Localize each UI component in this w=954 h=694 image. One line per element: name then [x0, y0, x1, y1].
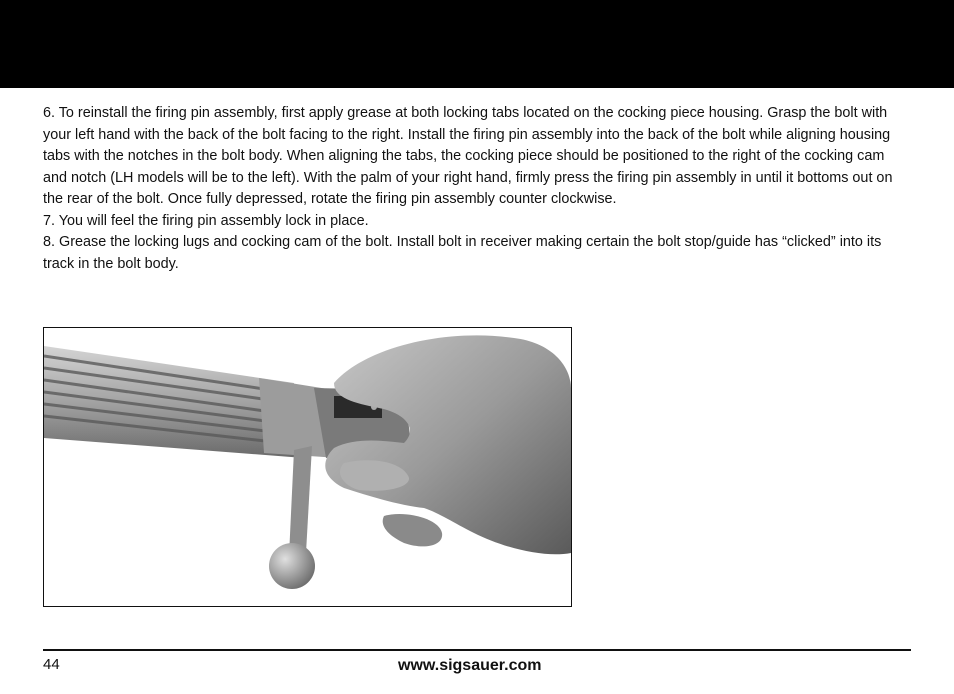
step-8-text: 8. Grease the locking lugs and cocking cam of the bolt. Install bolt in receiver making certain the bolt stop/guide has “clicked” into its track in the bolt body.	[43, 234, 882, 272]
page-number: 44	[43, 656, 60, 673]
step-6-text: 6. To reinstall the firing pin assembly, first apply grease at both locking tabs located on the cocking piece housing. Grasp the bolt with your left hand with the back of the bolt facing to the right. Install the firing pin assembly into the back of the bolt while aligning housing tabs with the notches in the bolt body. When aligning the tabs, the cocking piece should be positioned to the right of the cocking cam and notch (LH models will be to the left). With the palm of your right hand, firmly press the firing pin assembly in until it bottoms out on the rear of the bolt. Once fully depressed, rotate the firing pin assembly counter clockwise.	[43, 105, 893, 207]
instructions-text	[43, 103, 903, 275]
step-7-text: 7. You will feel the firing pin assembly lock in place.	[43, 212, 369, 229]
bolt-assembly-photo	[43, 327, 572, 607]
header-bar	[0, 0, 954, 88]
footer-rule	[43, 649, 911, 651]
website-url: www.sigsauer.com	[398, 657, 542, 674]
